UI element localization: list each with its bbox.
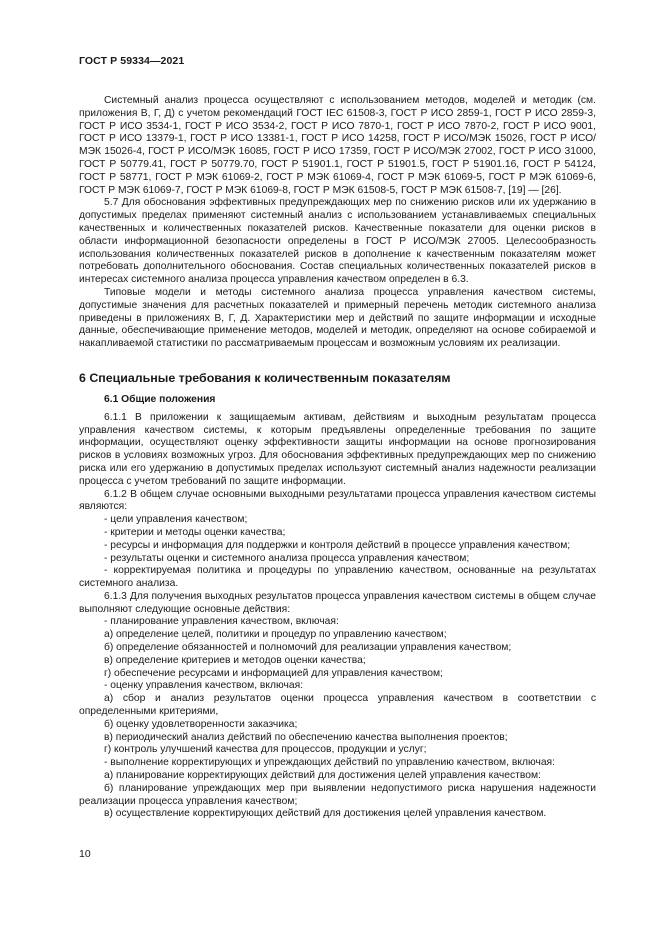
page-number: 10 [79, 848, 91, 860]
list-item: в) осуществление корректирующих действий для достижения целей управления качеством. [104, 808, 547, 820]
list-item: - корректируемая политика и процедуры по управлению качеством, основанные на результатах системного анализа. [79, 565, 596, 590]
list-item: а) определение целей, политики и процедур по управлению качеством; [104, 629, 447, 641]
list-item: б) планирование упреждающих мер при выявлении недопустимого риска нарушения надежности реализации процесса управления качеством; [79, 782, 596, 807]
list-item: б) оценку удовлетворенности заказчика; [104, 718, 298, 730]
list-item: г) обеспечение ресурсами и информацией для управления качеством; [104, 667, 443, 679]
paragraph-system-analysis: Системный анализ процесса осуществляют с использованием методов, моделей и методик (см. приложения В, Г, Д) с учетом рекомендаций ГОСТ IEC 61508-3, ГОСТ Р ИСО 2859-1, ГОСТ Р ИСО 2859-3, ГОСТ Р ИСО 3534-1, ГОСТ Р ИСО 3534-2, ГОСТ Р ИСО 7870-1, ГОСТ Р ИСО 7870-2, ГОСТ Р ИСО 9001, ГОСТ Р ИСО 13379-1, ГОСТ Р ИСО 13381-1, ГОСТ Р ИСО 14258, ГОСТ Р ИСО/МЭК 15026, ГОСТ Р ИСО/МЭК 15026-4, ГОСТ Р ИСО/МЭК 16085, ГОСТ Р ИСО 17359, ГОСТ Р ИСО/МЭК 27002, ГОСТ Р ИСО 31000, ГОСТ Р 50779.41, ГОСТ Р 50779.70, ГОСТ Р 51901.1, ГОСТ Р 51901.5, ГОСТ Р 51901.16, ГОСТ Р 54124, ГОСТ Р 58771, ГОСТ Р МЭК 61069-2, ГОСТ Р МЭК 61069-4, ГОСТ Р МЭК 61069-5, ГОСТ Р МЭК 61069-6, ГОСТ Р МЭК 61069-7, ГОСТ Р МЭК 61069-8, ГОСТ Р МЭК 61508-5, ГОСТ Р МЭК 61508-7, [19] — [26]. [79, 95, 596, 196]
list-item: - ресурсы и информация для поддержки и контроля действий в процессе управления качеством; [104, 539, 571, 551]
list-item: - результаты оценки и системного анализа процесса управления качеством; [104, 552, 470, 564]
list-item: - планирование управления качеством, включая: [104, 616, 339, 628]
list-item: - цели управления качеством; [104, 514, 248, 526]
paragraph-5-7: 5.7 Для обоснования эффективных предупреждающих мер по снижению рисков или их удержанию в допустимых пределах применяют системный анализ с использованием устанавливаемых специальных качественных и количественных показателей рисков. Качественные показатели для оценки рисков в области информационной безопасности определены в ГОСТ Р ИСО/МЭК 27005. Целесообразность использования количественных показателей рисков в дополнение к качественным показателям может потребовать дополнительного обоснования. Состав специальных количественных показателей рисков в интересах системного анализа процесса управления качеством определен в 6.3. [79, 197, 596, 286]
list-item: а) сбор и анализ результатов оценки процесса управления качеством в соответствии с определенными критериями, [79, 693, 596, 718]
list-item: - оценку управления качеством, включая: [104, 680, 304, 692]
paragraph-6-1-2: 6.1.2 В общем случае основными выходными результатами процесса управления качеством системы являются: [79, 488, 596, 513]
subsection-title: 6.1 Общие положения [104, 393, 216, 405]
list-item: - выполнение корректирующих и упреждающих действий по управлению качеством, включая: [104, 757, 555, 769]
list-item: в) определение критериев и методов оценки качества; [104, 654, 366, 666]
list-item: в) периодический анализ действий по обеспечению качества выполнения проектов; [104, 731, 508, 743]
section-title: 6 Специальные требования к количественным показателям [79, 370, 451, 385]
list-item: б) определение обязанностей и полномочий для реализации управления качеством; [104, 642, 512, 654]
document-code-header: ГОСТ Р 59334—2021 [79, 55, 185, 67]
paragraph-6-1-1: 6.1.1 В приложении к защищаемым активам, действиям и выходным результатам процесса управления качеством системы, к которым предъявлены определенные требования по защите информации, осуществляют оценку эффективности защиты информации на основе прогнозирования рисков в условиях возможных угроз. Для обоснования эффективных предупреждающих мер по снижению риска или его удержанию в допустимых пределах используют системный анализ надежности реализации процесса с учетом требований по защите информации. [79, 411, 596, 487]
list-item: г) контроль улучшений качества для процессов, продукции и услуг; [104, 744, 427, 756]
paragraph-typical-models: Типовые модели и методы системного анализа процесса управления качеством системы, допустимые значения для расчетных показателей и примерный перечень методик системного анализа приведены в приложениях В, Г, Д. Характеристики мер и действий по защите информации и исходные данные, обеспечивающие применение методов, моделей и методик, определяют на основе собираемой и накапливаемой статистики по рассматриваемым процессам и возможным условиям их реализации. [79, 286, 596, 350]
list-item: - критерии и методы оценки качества; [104, 526, 286, 538]
list-item: а) планирование корректирующих действий для достижения целей управления качеством: [104, 770, 541, 782]
document-body [79, 95, 596, 821]
paragraph-6-1-3: 6.1.3 Для получения выходных результатов процесса управления качеством системы в общем случае выполняют следующие основные действия: [79, 590, 596, 615]
